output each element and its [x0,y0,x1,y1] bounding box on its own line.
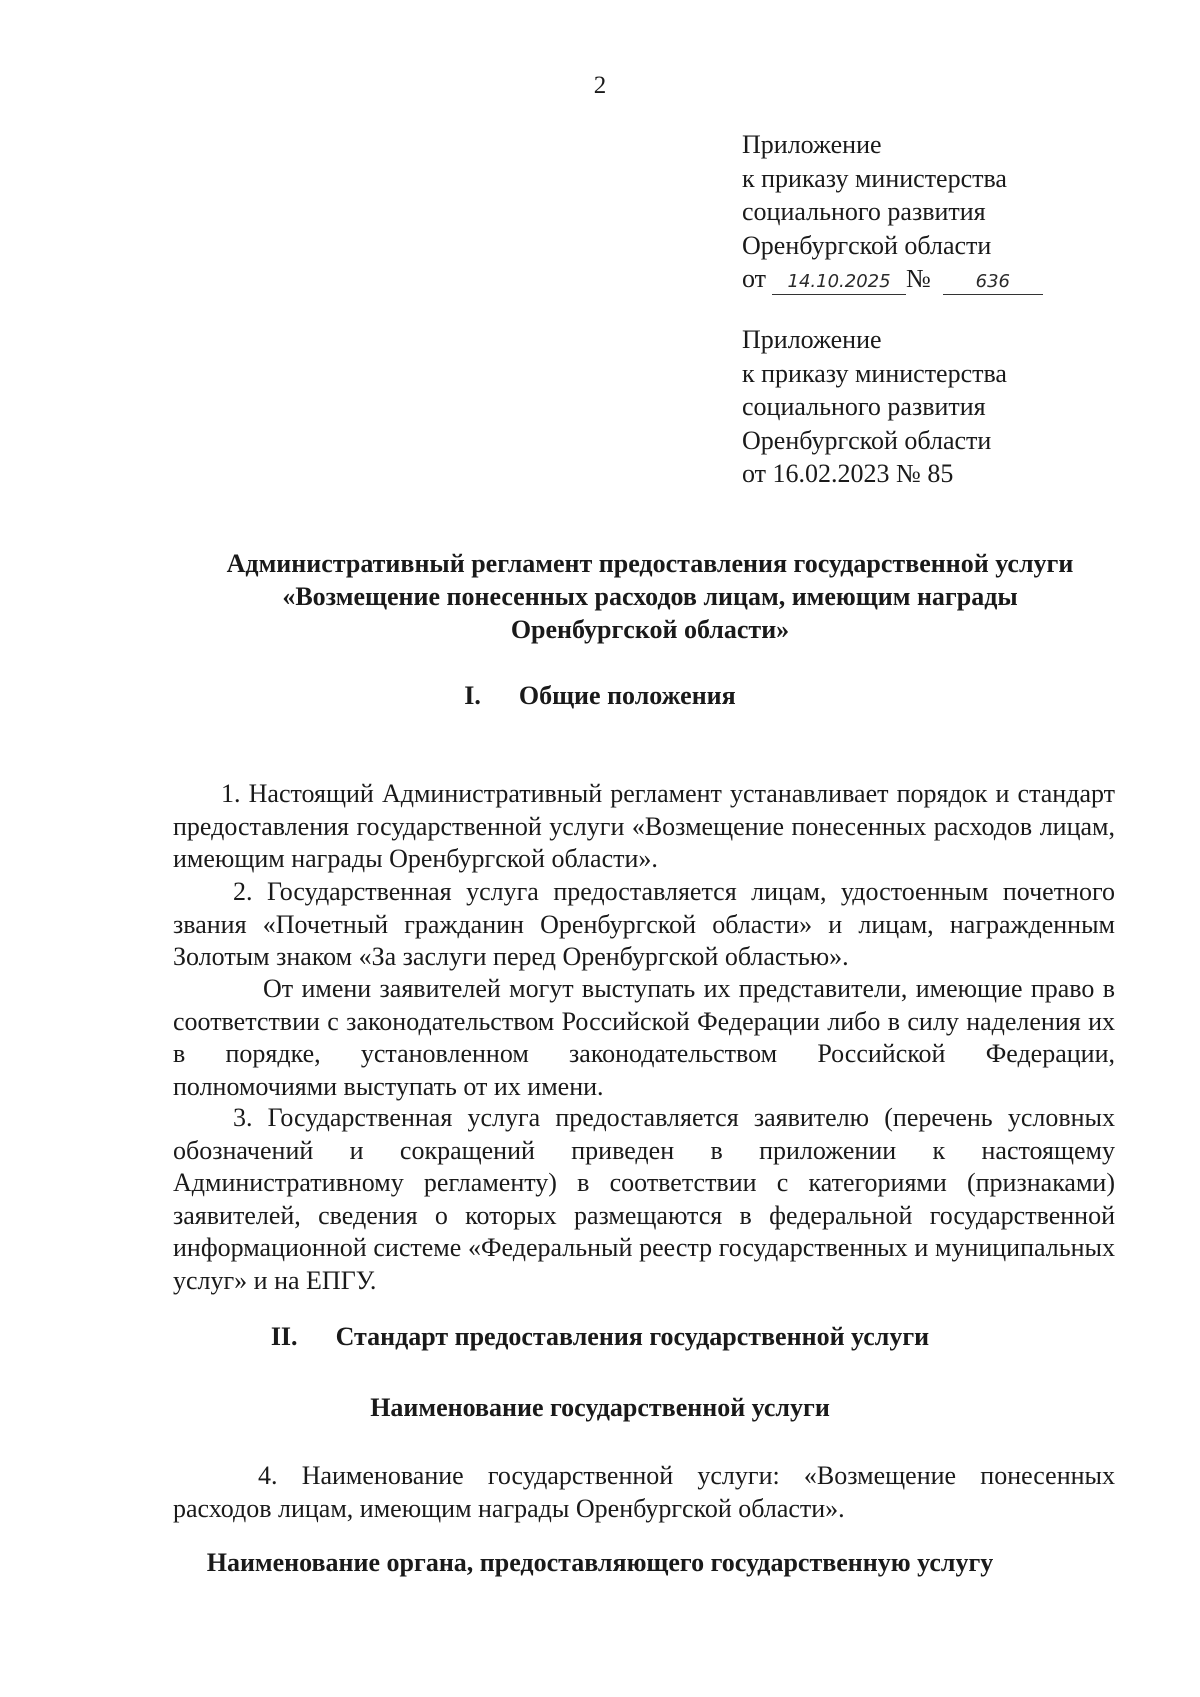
appendix-line: к приказу министерства [742,358,1007,388]
subheading-service-name: Наименование государственной услуги [370,1393,830,1422]
section-heading-standard [0,1322,1200,1352]
section-heading-general [0,681,1200,711]
appendix-line: Приложение [742,325,882,354]
paragraph-3: 3. Государственная услуга предоставляется заявителю (перечень условных обозначений и сокращений приведен в приложении к настоящему Административному регламенту) в соответствии с категориями (признаками) заявителей, сведения о которых размещаются в федеральной государственной информационной системе «Федеральный реестр государственных и муниципальных услуг» и на ЕПГУ. [173,1103,1115,1295]
number-sign: № [906,264,931,293]
section-title: Стандарт предоставления государственной услуги [335,1322,930,1351]
document-title [120,547,1180,646]
handwritten-date: 14.10.2025 [772,265,906,299]
appendix-line: от 16.02.2023 № 85 [742,459,954,488]
appendix-block-previous [742,323,1162,491]
page-number: 2 [593,72,607,99]
appendix-date-line [742,262,1162,299]
paragraph-2: 2. Государственная услуга предоставляется лицам, удостоенным почетного звания «Почетный гражданин Оренбургской области» и лицам, награжденным Золотым знаком «За заслуги перед Оренбургской областью». [173,877,1115,971]
date-prefix: от [742,264,767,293]
appendix-line: Приложение [742,130,882,159]
appendix-line: Оренбургской области [742,230,992,260]
section-number: I. [464,681,481,710]
section-title: Общие положения [518,681,736,710]
appendix-block-current [742,128,1162,299]
subheading-authority-name: Наименование органа, предоставляющего государственную услугу [206,1548,994,1577]
title-line: «Возмещение понесенных расходов лицам, имеющим награды [282,582,1018,611]
paragraph-4: 4. Наименование государственной услуги: «Возмещение понесенных расходов лицам, имеющим награды Оренбургской области». [173,1461,1115,1523]
appendix-line: к приказу министерства [742,163,1007,193]
paragraph-1: 1. Настоящий Административный регламент устанавливает порядок и стандарт предоставления государственной услуги «Возмещение понесенных расходов лицам, имеющим награды Оренбургской области». [173,779,1115,873]
handwritten-number: 636 [943,265,1043,299]
appendix-line: социального развития [742,197,986,226]
title-line: Оренбургской области» [510,615,790,644]
title-line: Административный регламент предоставления государственной услуги [226,549,1074,578]
paragraph-representatives: От имени заявителей могут выступать их представители, имеющие право в соответствии с законодательством Российской Федерации либо в силу наделения их в порядке, установленном законодательством Российской Федерации, полномочиями выступать от их имени. [173,974,1115,1101]
appendix-line: социального развития [742,392,986,421]
appendix-line: Оренбургской области [742,425,992,455]
section-number: II. [270,1322,298,1351]
